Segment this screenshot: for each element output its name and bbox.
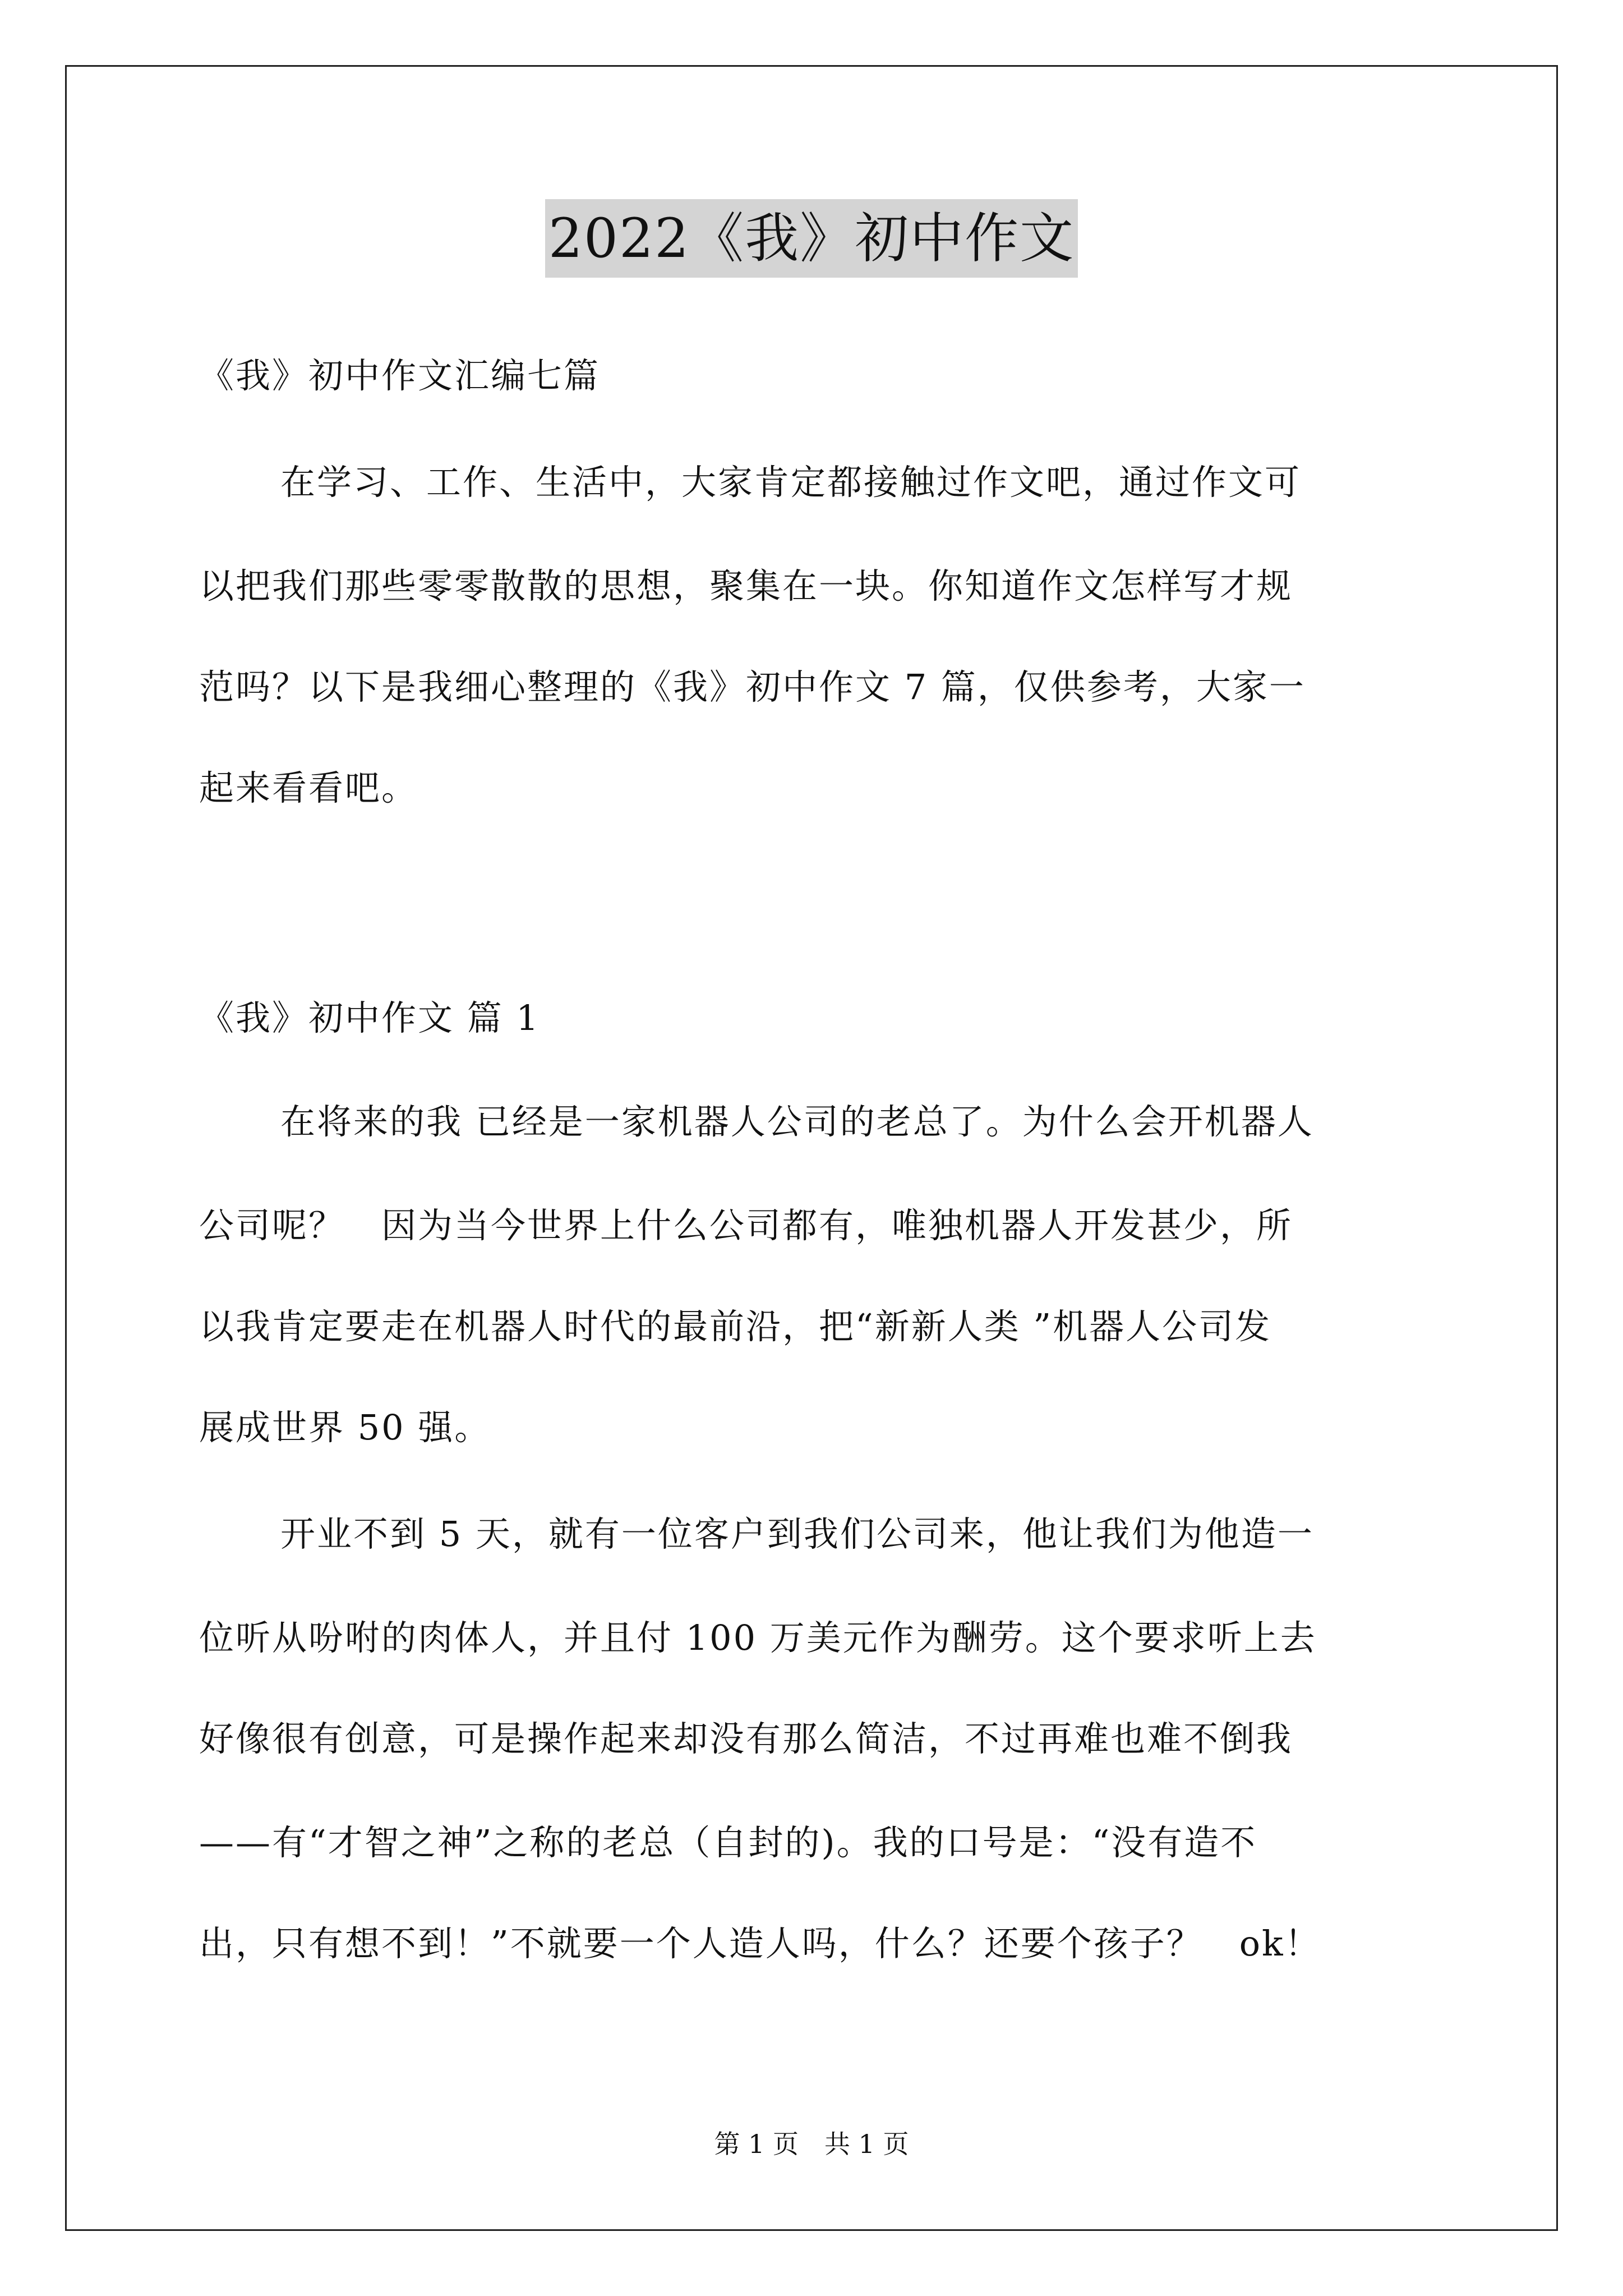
paragraph-line: 在将来的我 已经是一家机器人公司的老总了。为什么会开机器人 — [280, 1101, 1314, 1142]
paragraph-line: 开业不到 5 天，就有一位客户到我们公司来，他让我们为他造一 — [280, 1513, 1314, 1554]
paragraph-line: 位听从吩咐的肉体人，并且付 100 万美元作为酬劳。这个要求听上去 — [199, 1617, 1317, 1658]
paragraph-line: 以我肯定要走在机器人时代的最前沿，把“新新人类 ”机器人公司发 — [199, 1306, 1272, 1347]
document-title: 2022《我》初中作文 — [545, 199, 1078, 278]
page-number: 第 1 页 共 1 页 — [714, 2129, 909, 2159]
intro-line: 以把我们那些零零散散的思想，聚集在一块。你知道作文怎样写才规 — [199, 565, 1293, 606]
paragraph-line: ——有“才智之神”之称的老总（自封的)。我的口号是：“没有造不 — [199, 1822, 1257, 1863]
paragraph-line: 展成世界 50 强。 — [199, 1407, 491, 1448]
section-heading: 《我》初中作文 篇 1 — [199, 997, 540, 1038]
intro-line: 范吗？以下是我细心整理的《我》初中作文 7 篇，仅供参考，大家一 — [199, 666, 1306, 707]
paragraph-line: 好像很有创意，可是操作起来却没有那么简洁，不过再难也难不倒我 — [199, 1718, 1293, 1759]
subtitle: 《我》初中作文汇编七篇 — [199, 355, 601, 396]
intro-line: 在学习、工作、生活中，大家肯定都接触过作文吧，通过作文可 — [280, 462, 1302, 503]
intro-line: 起来看看吧。 — [199, 767, 418, 808]
paragraph-line: 公司呢？ 因为当今世界上什么公司都有，唯独机器人开发甚少，所 — [199, 1205, 1293, 1246]
paragraph-line: 出，只有想不到！”不就要一个人造人吗，什么？还要个孩子？ ok！ — [199, 1923, 1321, 1964]
title-container — [0, 199, 1623, 278]
